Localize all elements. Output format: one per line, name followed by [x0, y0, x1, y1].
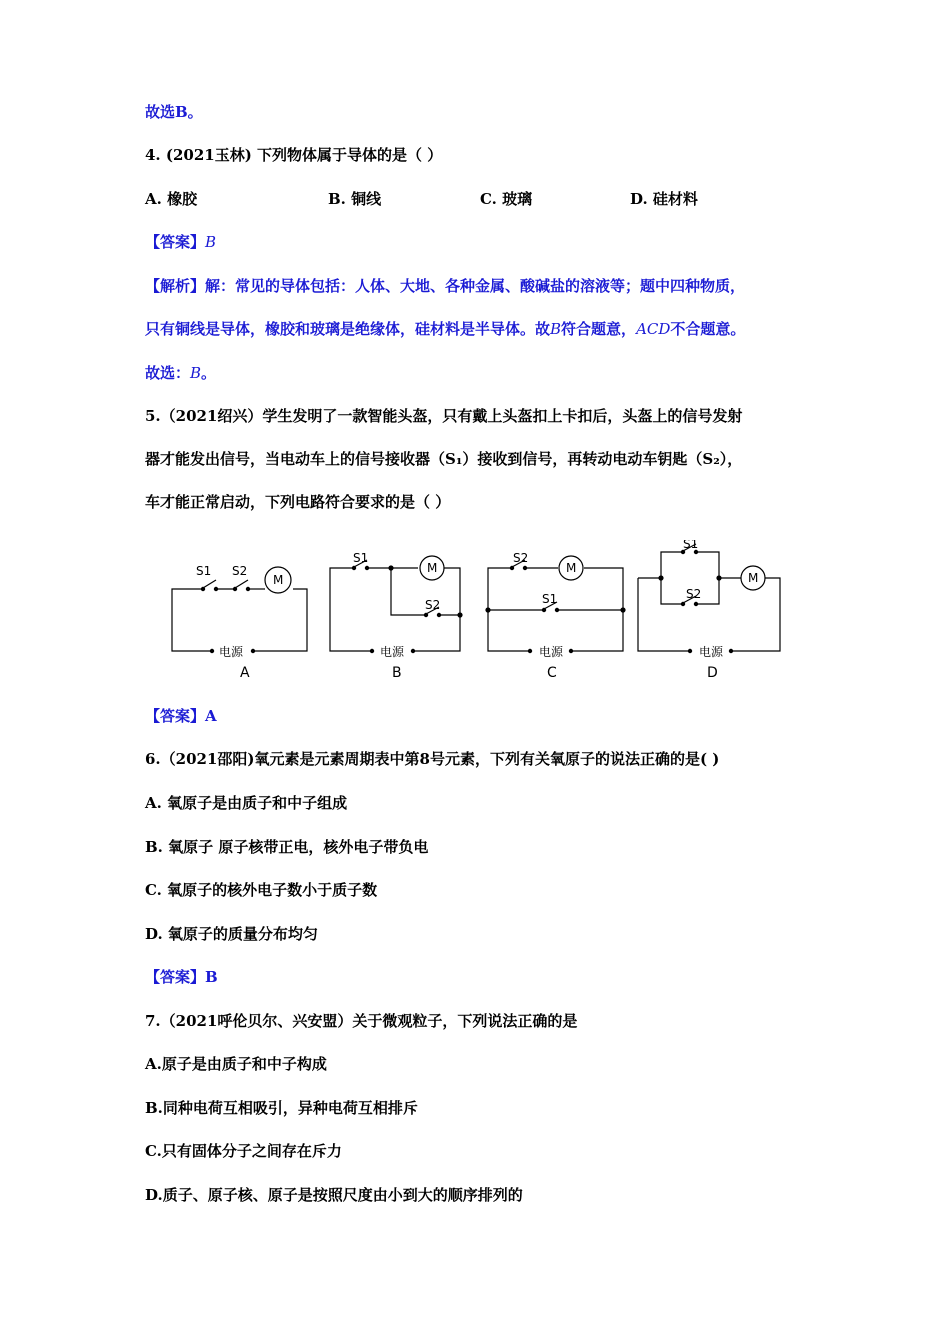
circuit-a-option-label: A: [240, 665, 250, 681]
q7-option-b: B.同种电荷互相吸引，异种电荷互相排斥: [145, 1099, 418, 1117]
q6-option-c: C. 氧原子的核外电子数小于质子数: [145, 881, 378, 899]
q4-analysis-text-b: B: [550, 320, 562, 338]
q4-analysis-text-c: 符合题意，: [561, 320, 637, 338]
q4-analysis-text-e: 不合题意。: [670, 320, 746, 338]
circuit-b: [330, 551, 462, 681]
q6-option-b: B. 氧原子 原子核带正电，核外电子带负电: [145, 838, 429, 856]
q4-conclusion-c: 。: [201, 364, 217, 382]
circuit-b-s2-label: S2: [425, 598, 441, 612]
q4-conclusion: [145, 363, 216, 383]
circuit-c-s2-label: S2: [513, 551, 529, 565]
q6-option-a: A. 氧原子是由质子和中子组成: [145, 794, 348, 812]
circuit-a: [172, 564, 307, 681]
circuit-a-s2-label: S2: [232, 564, 248, 578]
circuit-a-power-label: 电源: [219, 645, 244, 659]
q4-analysis-text-d: ACD: [636, 320, 671, 338]
circuit-c-option-label: C: [547, 665, 557, 681]
q5-answer-text: 【答案】A: [145, 707, 217, 725]
q7-option-a: A.原子是由质子和中子构成: [145, 1055, 327, 1073]
circuit-b-power-label: 电源: [380, 645, 405, 659]
circuit-c: [486, 551, 625, 681]
circuit-b-option-label: B: [392, 665, 402, 681]
circuit-d-motor-label: M: [748, 571, 759, 585]
q7-option-d: D.质子、原子核、原子是按照尺度由小到大的顺序排列的: [145, 1186, 523, 1204]
circuit-d: [638, 540, 780, 681]
circuit-c-motor-label: M: [566, 561, 577, 575]
q4-conclusion-b: B: [190, 364, 202, 382]
circuit-d-s1-label: S1: [683, 540, 699, 551]
q4-stem: 4. (2021玉林) 下列物体属于导体的是（ ）: [145, 146, 443, 164]
q4-answer-label: 【答案】: [145, 233, 206, 251]
q4-answer: [145, 232, 216, 252]
circuit-b-motor-label: M: [427, 561, 438, 575]
circuit-a-s1-label: S1: [196, 564, 212, 578]
q4-option-c: C. 玻璃: [480, 190, 533, 208]
circuit-c-power-label: 电源: [539, 645, 564, 659]
q6-answer-text: 【答案】B: [145, 968, 218, 986]
q7-option-c: C.只有固体分子之间存在斥力: [145, 1142, 342, 1160]
q6-answer: [145, 967, 218, 987]
q7-stem: 7.（2021呼伦贝尔、兴安盟）关于微观粒子，下列说法正确的是: [145, 1012, 578, 1030]
circuit-d-option-label: D: [707, 665, 718, 681]
q4-option-d: D. 硅材料: [630, 190, 698, 208]
q6-option-d: D. 氧原子的质量分布均匀: [145, 925, 318, 943]
q4-analysis-line1: 【解析】解：常见的导体包括：人体、大地、各种金属、酸碱盐的溶液等；题中四种物质，: [145, 277, 746, 295]
q6-stem: 6.（2021邵阳)氧元素是元素周期表中第8号元素，下列有关氧原子的说法正确的是( ): [145, 750, 720, 768]
q5-stem-line1: 5.（2021绍兴）学生发明了一款智能头盔，只有戴上头盔扣上卡扣后，头盔上的信号发射: [145, 407, 743, 425]
q4-analysis-line2: [145, 319, 745, 339]
q4-option-b: B. 铜线: [328, 190, 382, 208]
previous-conclusion: 故选B。: [145, 103, 203, 121]
q4-conclusion-a: 故选：: [145, 364, 191, 382]
circuit-d-s2-label: S2: [686, 587, 702, 601]
circuit-c-s1-label: S1: [542, 592, 558, 606]
circuit-diagrams: [160, 540, 800, 685]
circuit-a-motor-label: M: [273, 573, 284, 587]
circuit-b-s1-label: S1: [353, 551, 369, 565]
q4-option-a: A. 橡胶: [145, 190, 198, 208]
q5-answer: [145, 706, 217, 726]
q4-analysis-text-a: 只有铜线是导体，橡胶和玻璃是绝缘体，硅材料是半导体。故: [145, 320, 551, 338]
q5-stem-line2: 器才能发出信号，当电动车上的信号接收器（S₁）接收到信号，再转动电动车钥匙（S₂），: [145, 450, 743, 468]
q4-answer-value: B: [205, 233, 217, 251]
circuit-d-power-label: 电源: [699, 645, 724, 659]
q5-stem-line3: 车才能正常启动，下列电路符合要求的是（ ）: [145, 493, 451, 511]
